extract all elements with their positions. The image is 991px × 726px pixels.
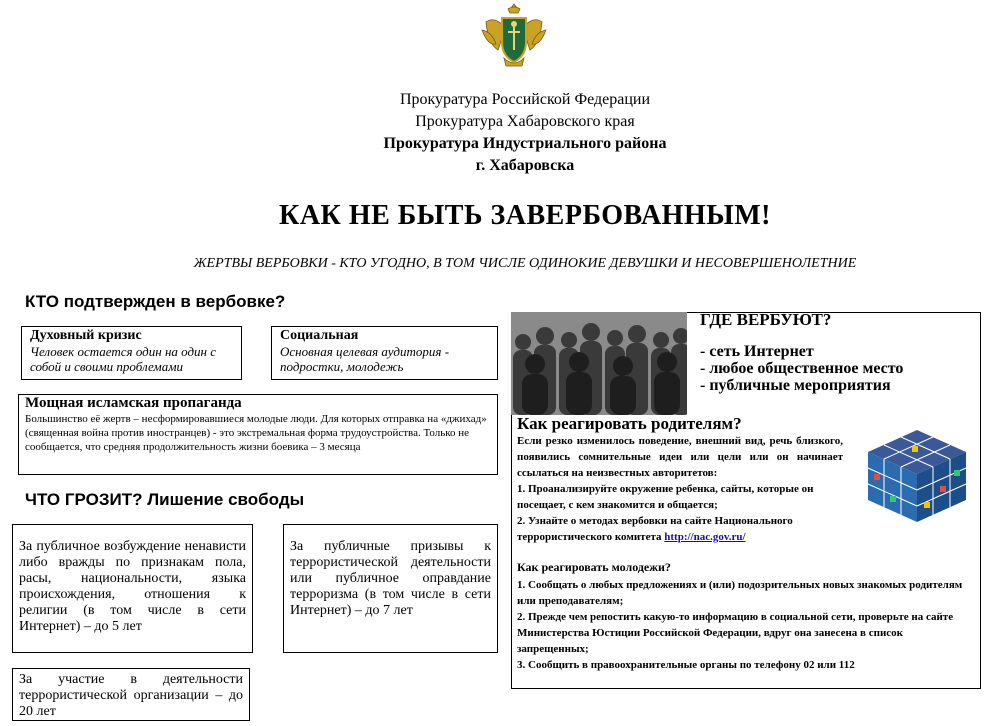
threat-text-20-years: За участие в деятельности террористической организации – до 20 лет xyxy=(19,672,243,719)
threat-text-5-years: За публичное возбуждение ненависти либо вражды по признакам пола, расы, национальности, языка происхождения, отношения к религии (в том числе в сети Интернет) – до 5 лет xyxy=(19,539,246,634)
where-item: - любое общественное место xyxy=(700,360,904,377)
crowd-silhouette-icon xyxy=(511,312,687,415)
social-box xyxy=(271,326,498,380)
where-list xyxy=(700,343,903,394)
where-item: - сеть Интернет xyxy=(700,343,814,360)
threat-box-5-years xyxy=(12,524,253,653)
header-line-1: Прокуратура Российской Федерации xyxy=(399,91,651,108)
social-title: Социальная xyxy=(280,328,359,343)
threat-text-7-years: За публичные призывы к террористической деятельности или публичное оправдание терроризма (в том числе в сети Интернет) – до 7 лет xyxy=(290,539,491,618)
propaganda-title: Мощная исламская пропаганда xyxy=(25,395,242,411)
youth-heading: Как реагировать молодежи? xyxy=(517,560,671,574)
page-title: КАК НЕ БЫТЬ ЗАВЕРБОВАННЫМ! xyxy=(279,200,771,231)
parents-step-2-text: 2. Узнайте о методах вербовки на сайте Национального террористического комитета xyxy=(517,515,793,543)
header-line-4: г. Хабаровска xyxy=(475,157,575,174)
social-media-cube-icon xyxy=(862,426,972,526)
threat-box-7-years xyxy=(283,524,498,653)
propaganda-text: Большинство её жертв – несформировавшиеся молодые люди. Для которых отправка на «джихад» (священная война против иностранцев) - это экстремальная форма трудоустройства. Только не сообщается, что средняя продолжительность жизни боевика – 3 месяца xyxy=(25,413,487,453)
crowd-image xyxy=(511,312,687,415)
youth-step-2: 2. Прежде чем репостить какую-то информацию в социальной сети, проверьте на сайте Министерства Юстиции Российской Федерации, вдруг она занесена в список запрещенных; xyxy=(517,611,954,655)
prosecutor-emblem-icon xyxy=(478,0,550,72)
where-item: - публичные мероприятия xyxy=(700,377,891,394)
parents-step-1: 1. Проанализируйте окружение ребенка, сайты, которые он посещает, с кем знакомится и общается; xyxy=(517,483,814,511)
parents-step-2 xyxy=(517,513,843,545)
social-text: Основная целевая аудитория - подростки, молодежь xyxy=(280,344,450,374)
page-subtitle: ЖЕРТВЫ ВЕРБОВКИ - КТО УГОДНО, В ТОМ ЧИСЛЕ ОДИНОКИЕ ДЕВУШКИ И НЕСОВЕРШЕНОЛЕТНИЕ xyxy=(193,256,857,271)
who-heading: КТО подтвержден в вербовке? xyxy=(25,292,286,311)
spiritual-crisis-text: Человек остается один на один с собой и своими проблемами xyxy=(30,344,217,374)
spiritual-crisis-title: Духовный кризис xyxy=(30,328,142,343)
parents-heading: Как реагировать родителям? xyxy=(517,414,742,433)
where-heading: ГДЕ ВЕРБУЮТ? xyxy=(700,310,832,329)
threat-heading: ЧТО ГРОЗИТ? Лишение свободы xyxy=(25,490,305,509)
nac-link[interactable]: http://nac.gov.ru/ xyxy=(664,531,746,543)
header-line-3: Прокуратура Индустриального района xyxy=(383,135,667,152)
header-line-2: Прокуратура Хабаровского края xyxy=(415,113,635,130)
youth-step-3: 3. Сообщить в правоохранительные органы по телефону 02 или 112 xyxy=(517,659,855,671)
propaganda-box xyxy=(18,394,498,475)
spiritual-crisis-box xyxy=(21,326,242,380)
youth-step-1: 1. Сообщать о любых предложениях и (или) подозрительных новых знакомых родителям или преподавателям; xyxy=(517,579,963,607)
threat-box-20-years xyxy=(12,668,250,721)
parents-intro: Если резко изменилось поведение, внешний вид, речь близкого, появились сомнительные идеи или цели или он начинает ссылаться на неизвестных авторитетов: xyxy=(517,435,843,479)
